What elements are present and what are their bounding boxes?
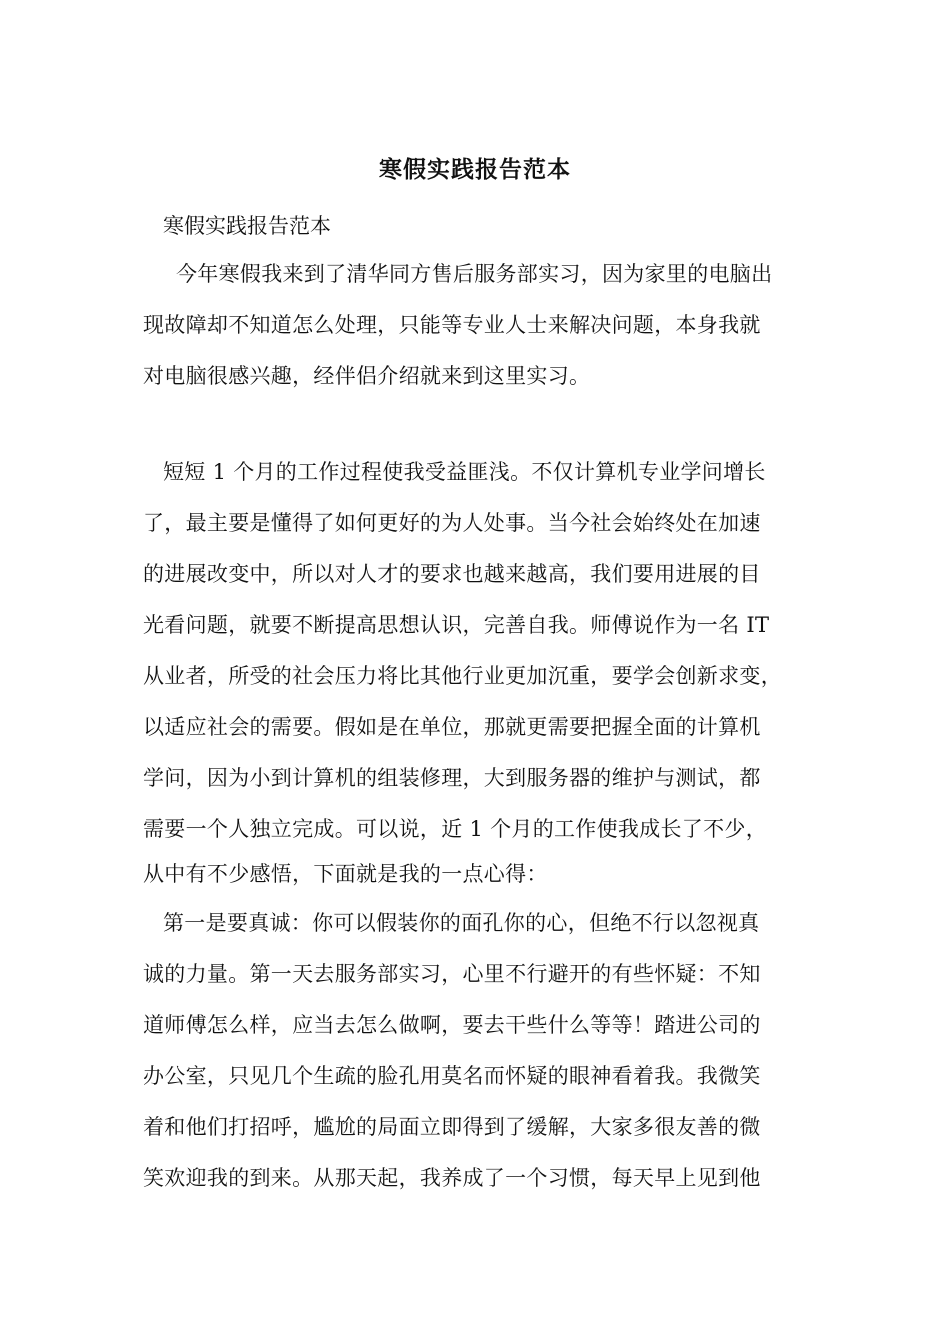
paragraph-line: 现故障却不知道怎么处理，只能等专业人士来解决问题，本身我就 (143, 313, 761, 337)
paragraph-line: 短短 1 个月的工作过程使我受益匪浅。不仅计算机专业学问增长 (163, 460, 766, 484)
paragraph-line: 了，最主要是懂得了如何更好的为人处事。当今社会始终处在加速 (143, 511, 761, 535)
paragraph-line: 第一是要真诚：你可以假装你的面孔你的心，但绝不行以忽视真 (163, 911, 760, 935)
document-title: 寒假实践报告范本 (379, 156, 571, 183)
paragraph-line: 以适应社会的需要。假如是在单位，那就更需要把握全面的计算机 (143, 715, 761, 739)
paragraph-line: 办公室，只见几个生疏的脸孔用莫名而怀疑的眼神看着我。我微笑 (143, 1064, 761, 1088)
paragraph-line: 的进展改变中，所以对人才的要求也越来越高，我们要用进展的目 (143, 562, 761, 586)
paragraph-line: 着和他们打招呼，尴尬的局面立即得到了缓解，大家多很友善的微 (143, 1115, 761, 1139)
paragraph-line: 需要一个人独立完成。可以说，近 1 个月的工作使我成长了不少， (143, 817, 768, 841)
paragraph-line: 从中有不少感悟，下面就是我的一点心得： (143, 862, 548, 886)
paragraph-line: 道师傅怎么样，应当去怎么做啊，要去干些什么等等！踏进公司的 (143, 1013, 761, 1037)
paragraph-line: 对电脑很感兴趣，经伴侣介绍就来到这里实习。 (143, 364, 591, 388)
paragraph-line: 今年寒假我来到了清华同方售后服务部实习，因为家里的电脑出 (176, 262, 773, 286)
document-subtitle: 寒假实践报告范本 (163, 214, 331, 238)
paragraph-line: 从业者，所受的社会压力将比其他行业更加沉重，要学会创新求变， (143, 664, 782, 688)
paragraph-line: 学问，因为小到计算机的组装修理，大到服务器的维护与测试，都 (143, 766, 761, 790)
paragraph-line: 光看问题，就要不断提高思想认识，完善自我。师傅说作为一名 IT (143, 613, 770, 637)
paragraph-line: 诚的力量。第一天去服务部实习，心里不行避开的有些怀疑：不知 (143, 962, 761, 986)
paragraph-line: 笑欢迎我的到来。从那天起，我养成了一个习惯，每天早上见到他 (143, 1166, 761, 1190)
